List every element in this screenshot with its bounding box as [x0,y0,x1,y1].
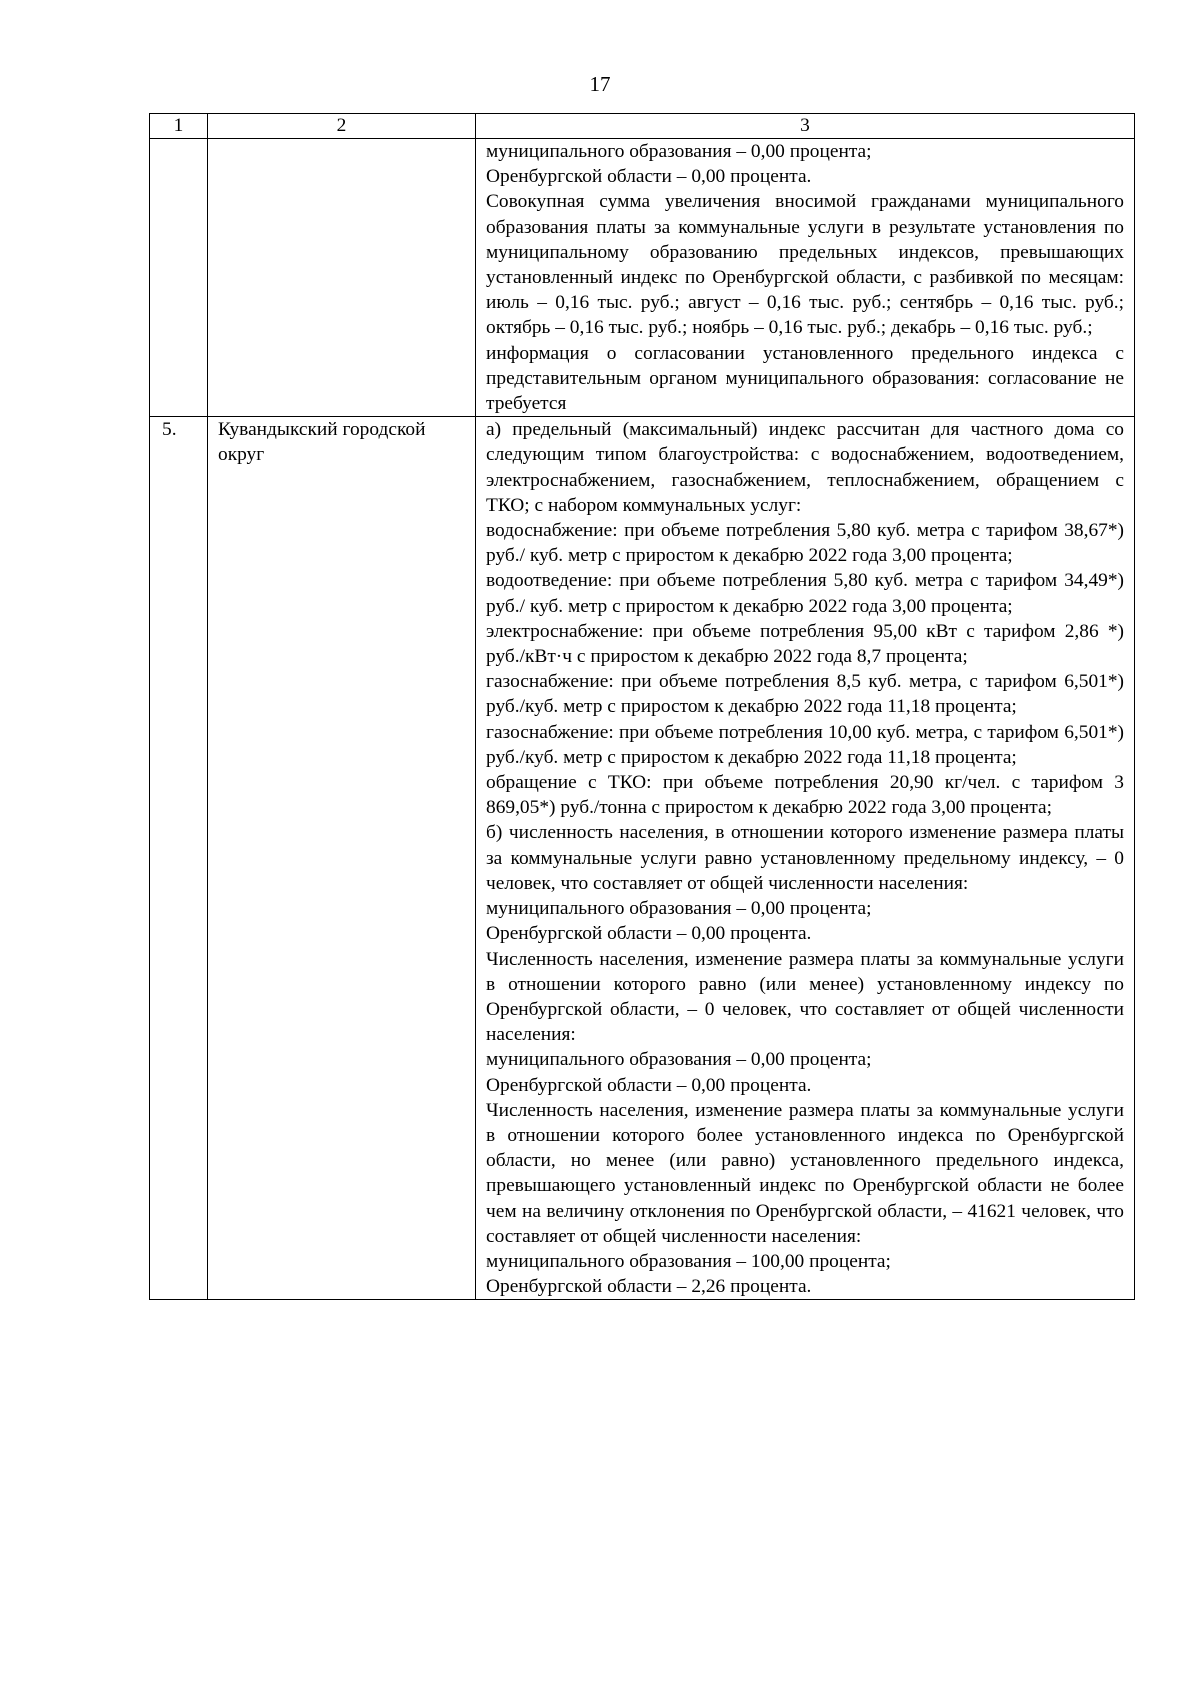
description-paragraph: а) предельный (максимальный) индекс рассчитан для частного дома со следующим типом благоустройства: с водоснабжением, водоотведением, электроснабжением, газоснабжением, теплоснабжением, обращением с ТКО; с набором коммунальных услуг: [486,419,1124,516]
description-paragraph: муниципального образования – 0,00 процента; [486,1049,872,1071]
header-col-1: 1 [150,114,208,139]
description-paragraph: обращение с ТКО: при объеме потребления 20,90 кг/чел. с тарифом 3 869,05*) руб./тонна с приростом к декабрю 2022 года 3,00 процента; [486,772,1124,819]
header-col-2: 2 [208,114,476,139]
description-paragraph: муниципального образования – 100,00 процента; [486,1250,891,1272]
description-cell [476,139,1135,417]
table-row-continuation [150,139,1135,417]
description-paragraph: Оренбургской области – 0,00 процента. [486,166,812,188]
description-paragraph: Оренбургской области – 0,00 процента. [486,923,812,945]
description-paragraph: муниципального образования – 0,00 процента; [486,141,872,162]
description-paragraph: б) численность населения, в отношении которого изменение размера платы за коммунальные услуги равно установленному предельному индексу, – 0 человек, что составляет от общей численности населения: [486,822,1124,894]
description-paragraph: Совокупная сумма увеличения вносимой гражданами муниципального образования платы за коммунальные услуги в результате установления по муниципальному образованию предельных индексов, превышающих установленный индекс по Оренбургской области, с разбивкой по месяцам: июль – 0,16 тыс. руб.; август – 0,16 тыс. руб.; сентябрь – 0,16 тыс. руб.; октябрь – 0,16 тыс. руб.; ноябрь – 0,16 тыс. руб.; декабрь – 0,16 тыс. руб.; [486,191,1124,339]
description-paragraph: Численность населения, изменение размера платы за коммунальные услуги в отношении которого более установленного индекса по Оренбургской области, но менее (или равно) установленного предельного индекса, превышающего установленный индекс по Оренбургской области не более чем на величину отклонения по Оренбургской области, – 41621 человек, что составляет от общей численности населения: [486,1099,1124,1247]
description-paragraph: газоснабжение: при объеме потребления 10,00 куб. метра, с тарифом 6,501*) руб./куб. метр с приростом к декабрю 2022 года 11,18 процента; [486,721,1124,768]
description-paragraph: газоснабжение: при объеме потребления 8,5 куб. метра, с тарифом 6,501*) руб./куб. метр с приростом к декабрю 2022 года 11,18 процента; [486,671,1124,718]
description-paragraph: водоснабжение: при объеме потребления 5,80 куб. метра с тарифом 38,67*) руб./ куб. метр с приростом к декабрю 2022 года 3,00 процента; [486,520,1124,567]
description-paragraph: муниципального образования – 0,00 процента; [486,898,872,920]
row-number-cell [150,139,208,417]
description-paragraph: Оренбургской области – 2,26 процента. [486,1276,812,1298]
table-row-5 [150,417,1135,1300]
description-paragraph: Оренбургской области – 0,00 процента. [486,1074,812,1096]
row-number-cell: 5. [150,417,208,1300]
description-paragraph: электроснабжение: при объеме потребления 95,00 кВт с тарифом 2,86 *) руб./кВт·ч с приростом к декабрю 2022 года 8,7 процента; [486,620,1124,668]
description-cell [476,417,1135,1300]
header-col-3: 3 [476,114,1135,139]
municipality-name-cell [208,139,476,417]
description-paragraph: водоотведение: при объеме потребления 5,80 куб. метра с тарифом 34,49*) руб./ куб. метр с приростом к декабрю 2022 года 3,00 процента; [486,570,1124,617]
municipality-name-cell: Кувандыкский городской округ [208,417,476,1300]
description-paragraph: Численность населения, изменение размера платы за коммунальные услуги в отношении которого равно (или менее) установленному индексу по Оренбургской области, – 0 человек, что составляет от общей численности населения: [486,948,1124,1046]
description-paragraph: информация о согласовании установленного предельного индекса с представительным органом муниципального образования: согласование не требуется [486,342,1124,415]
data-table [149,113,1135,1300]
page-number: 17 [589,72,611,96]
table-header-row [150,114,1135,139]
